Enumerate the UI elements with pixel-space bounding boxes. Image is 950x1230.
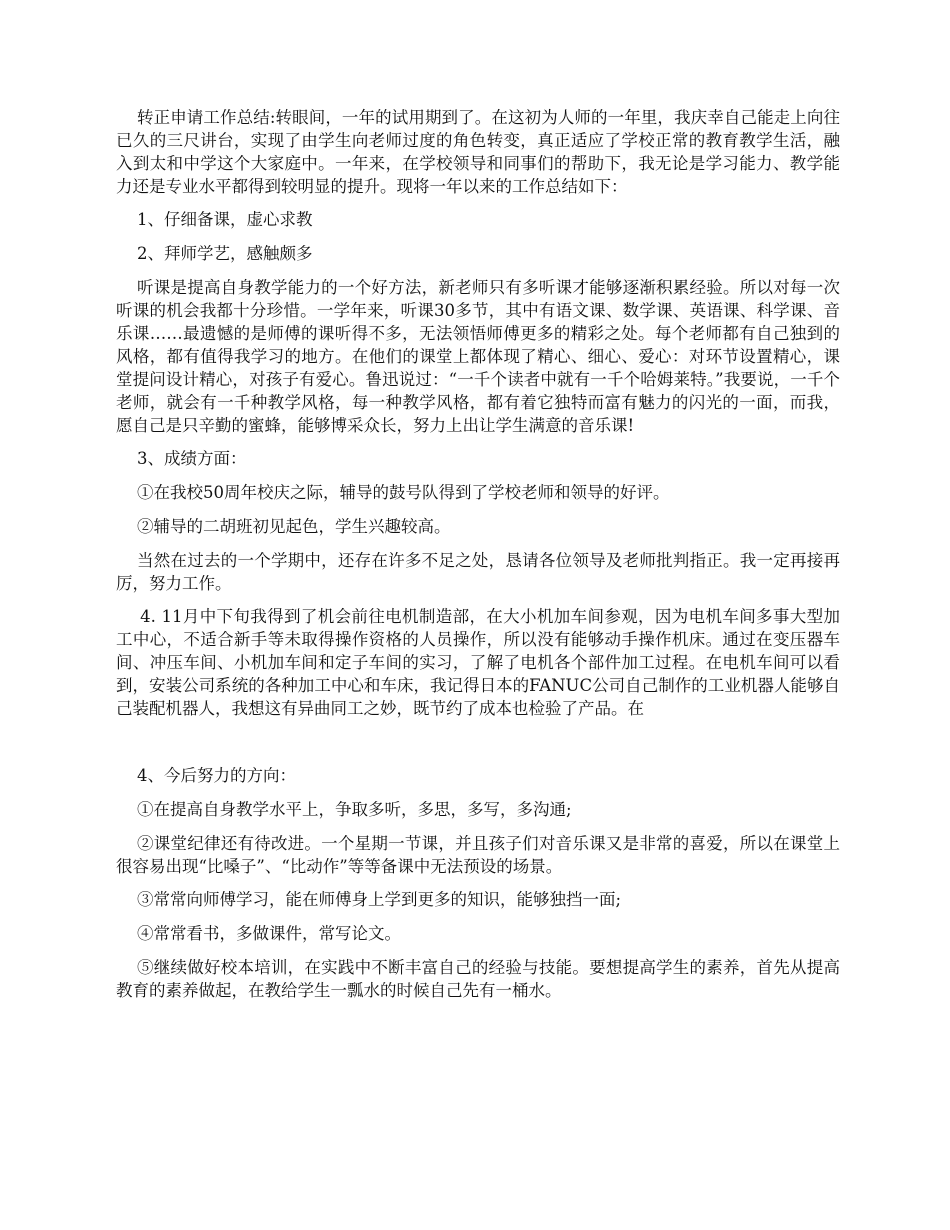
direction-item-4: ④常常看书，多做课件，常写论文。 — [136, 924, 401, 943]
section-heading-3: 3、成绩方面： — [136, 449, 247, 468]
document-body — [116, 106, 840, 1012]
lesson-observation-paragraph: 听课是提高自身教学能力的一个好方法，新老师只有多听课才能够逐渐积累经验。所以对每一次听课的机会我都十分珍惜。一学年来，听课30多节，其中有语文课、数学课、英语课、科学课、音乐课……最遗憾的是师傅的课听得不多，无法领悟师傅更多的精彩之处。每个老师都有自己独到的风格，都有值得我学习的地方。在他们的课堂上都体现了精心、细心、爱心：对环节设置精心，课堂提问设计精心，对孩子有爱心。鲁迅说过：“一千个读者中就有一千个哈姆莱特。”我要说，一千个老师，就会有一千种教学风格，每一种教学风格，都有着它独特而富有魅力的闪光的一面，而我，愿自己是只辛勤的蜜蜂，能够博采众长，努力上出让学生满意的音乐课! — [116, 278, 840, 435]
section-heading-2: 2、拜师学艺，感触颇多 — [136, 244, 313, 263]
direction-item-2: ②课堂纪律还有待改进。一个星期一节课，并且孩子们对音乐课又是非常的喜爱，所以在课堂上很容易出现“比嗓子”、“比动作”等等备课中无法预设的场景。 — [116, 834, 840, 876]
section-heading-1: 1、仔细备课，虚心求教 — [136, 210, 313, 229]
direction-item-3: ③常常向师傅学习，能在师傅身上学到更多的知识，能够独挡一面; — [136, 890, 622, 909]
workshop-visit-paragraph: 4. 11月中下旬我得到了机会前往电机制造部，在大小机加车间参观，因为电机车间多事大型加工中心，不适合新手等未取得操作资格的人员操作，所以没有能够动手操作机床。通过在变压器车间、冲压车间、小机加车间和定子车间的实习，了解了电机各个部件加工过程。在电机车间可以看到，安装公司系统的各种加工中心和车床，我记得日本的FANUC公司自己制作的工业机器人能够自己装配机器人，我想这有异曲同工之妙，既节约了成本也检验了产品。在 — [116, 607, 840, 718]
section-heading-4: 4、今后努力的方向： — [136, 766, 296, 785]
achievement-item-2: ②辅导的二胡班初见起色，学生兴趣较高。 — [136, 517, 451, 536]
direction-item-5: ⑤继续做好校本培训，在实践中不断丰富自己的经验与技能。要想提高学生的素养，首先从提高教育的素养做起，在教给学生一瓢水的时候自己先有一桶水。 — [116, 958, 840, 1000]
blank-gap — [116, 730, 840, 764]
achievement-item-1: ①在我校50周年校庆之际，辅导的鼓号队得到了学校老师和领导的好评。 — [136, 483, 670, 502]
intro-paragraph: 转正申请工作总结:转眼间，一年的试用期到了。在这初为人师的一年里，我庆幸自己能走上向往已久的三尺讲台，实现了由学生向老师过度的角色转变，真正适应了学校正常的教育教学生活，融入到太和中学这个大家庭中。一年来，在学校领导和同事们的帮助下，我无论是学习能力、教学能力还是专业水平都得到较明显的提升。现将一年以来的工作总结如下： — [116, 108, 840, 196]
shortcoming-paragraph: 当然在过去的一个学期中，还存在许多不足之处，恳请各位领导及老师批判指正。我一定再接再厉，努力工作。 — [116, 551, 840, 593]
direction-item-1: ①在提高自身教学水平上，争取多听，多思，多写，多沟通; — [136, 800, 572, 819]
